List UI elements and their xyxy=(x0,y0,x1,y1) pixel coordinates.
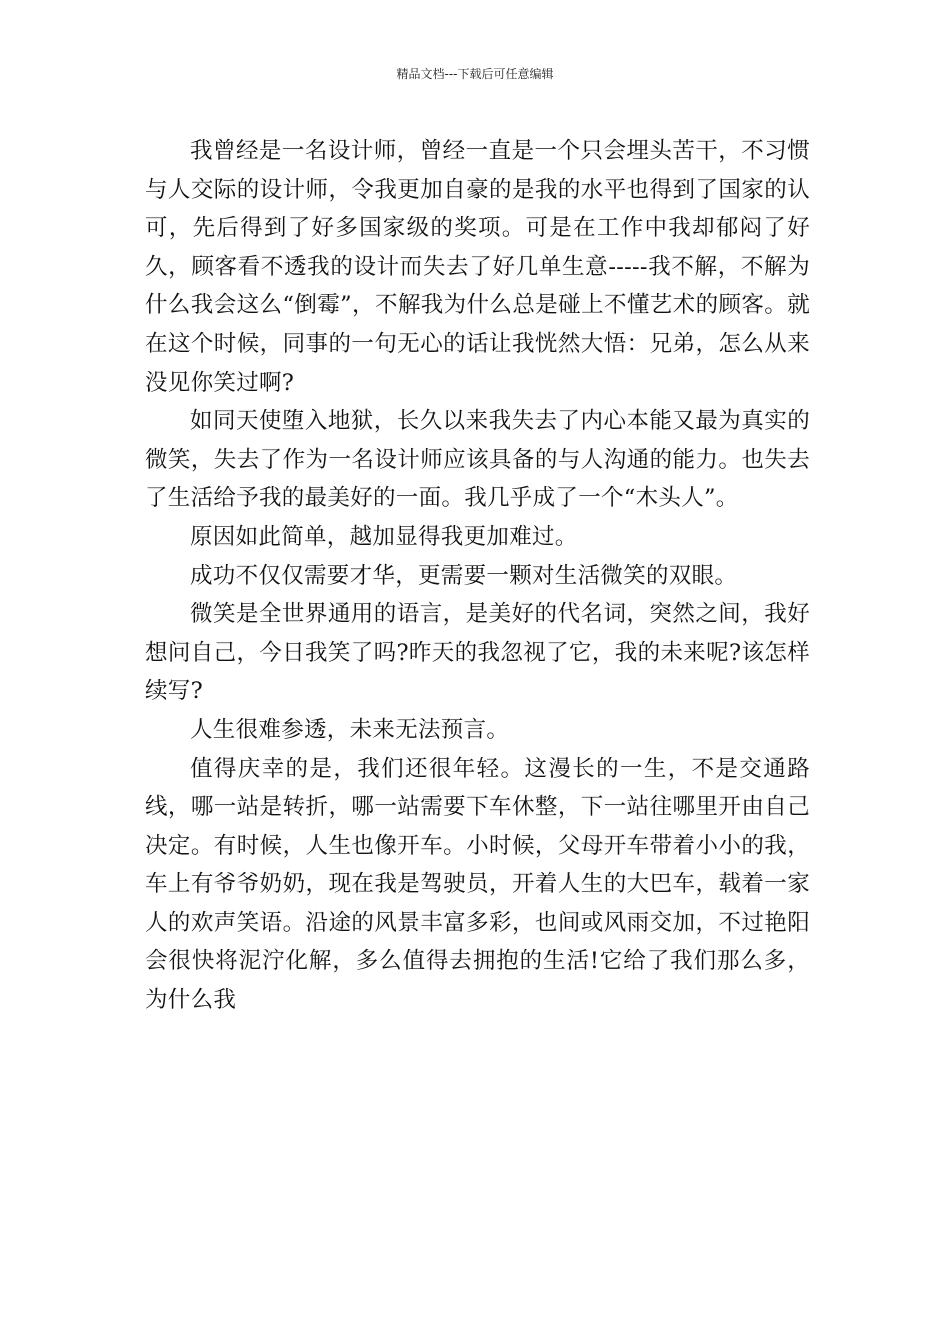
paragraph: 原因如此简单，越加显得我更加难过。 xyxy=(190,523,578,550)
paragraph: 成功不仅仅需要才华，更需要一颗对生活微笑的双眼。 xyxy=(190,562,738,589)
paragraph: 值得庆幸的是，我们还很年轻。这漫长的一生，不是交通路线，哪一站是转折，哪一站需要下车休整，下一站往哪里开由自己决定。有时候，人生也像开车。小时候，父母开车带着小小的我，车上有爷爷奶奶，现在我是驾驶员，开着人生的大巴车，载着一家人的欢声笑语。沿途的风景丰富多彩，也间或风雨交加，不过艳阳会很快将泥泞化解，多么值得去拥抱的生活!它给了我们那么多，为什么我 xyxy=(145,755,810,1014)
paragraph: 如同天使堕入地狱，长久以来我失去了内心本能又最为真实的微笑，失去了作为一名设计师应该具备的与人沟通的能力。也失去了生活给予我的最美好的一面。我几乎成了一个“木头人”。 xyxy=(145,408,810,512)
paragraph: 微笑是全世界通用的语言，是美好的代名词，突然之间，我好想问自己，今日我笑了吗?昨天的我忽视了它，我的未来呢?该怎样续写? xyxy=(145,601,810,705)
document-body xyxy=(145,132,810,1020)
paragraph: 人生很难参透，未来无法预言。 xyxy=(190,716,510,743)
paragraph: 我曾经是一名设计师，曾经一直是一个只会埋头苦干，不习惯与人交际的设计师，令我更加自豪的是我的水平也得到了国家的认可，先后得到了好多国家级的奖项。可是在工作中我却郁闷了好久，顾客看不透我的设计而失去了好几单生意-----我不解，不解为什么我会这么“倒霉”，不解我为什么总是碰上不懂艺术的顾客。就在这个时候，同事的一句无心的话让我恍然大悟：兄弟，怎么从来没见你笑过啊? xyxy=(145,138,810,396)
page-header: 精品文档---下载后可任意编辑 xyxy=(396,67,554,81)
